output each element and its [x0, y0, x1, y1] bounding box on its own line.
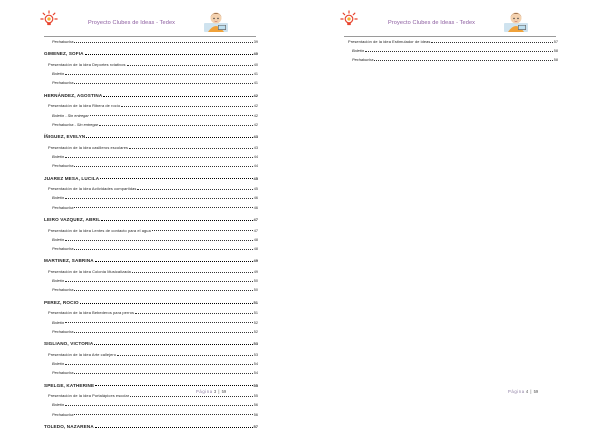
toc-subentry[interactable] [44, 152, 258, 159]
header-title: Proyecto Clubes de Ideas - Tedex [388, 20, 476, 26]
toc-entry-label: TOLEDO, NAZARENA [44, 424, 94, 429]
toc-entry-label: Presentación de la idea Bebederos para perros [48, 310, 135, 316]
toc-entry-page: 42 [253, 92, 258, 98]
dot-leader [74, 373, 252, 374]
toc-entry-page: 54 [253, 362, 258, 366]
toc-entry-page: 43 [253, 134, 258, 140]
toc-entry-label: Pechakucha - Sin entregar [52, 121, 99, 127]
dot-leader [95, 385, 252, 386]
toc-section-entry[interactable] [344, 37, 558, 44]
dot-leader [74, 42, 252, 43]
toc-entry-page: 55 [253, 394, 258, 399]
dot-leader [100, 178, 252, 179]
dot-leader [74, 290, 252, 291]
toc-subentry[interactable] [344, 55, 558, 62]
toc-entry-label: Boletín [352, 48, 365, 54]
toc-entry-label: Pechakucha [52, 328, 74, 334]
toc-entry-label: Presentación de la idea casilleros escolares [48, 144, 129, 150]
toc-entry-label: Boletín [52, 236, 65, 242]
toc-entry-label: SIGLIANO, VICTORIA [44, 341, 94, 347]
dot-leader [90, 115, 253, 116]
toc-subentry[interactable] [44, 78, 258, 85]
dot-leader [103, 96, 252, 97]
dot-leader [74, 166, 252, 167]
toc-entry-label: Boletín [52, 402, 65, 408]
dot-leader [65, 405, 253, 406]
toc-entry-page: 40 [253, 51, 258, 57]
dot-leader [374, 60, 552, 61]
dot-leader [65, 74, 253, 75]
toc-entry-page: 44 [253, 164, 258, 169]
toc-entry-page: 48 [253, 247, 258, 251]
page-header [340, 8, 560, 38]
toc-subentry[interactable] [44, 161, 258, 168]
toc-entry-label: Presentación de la idea Lentes de contacto para el agua [48, 227, 151, 233]
toc-subentry[interactable] [44, 318, 258, 325]
dot-leader [65, 240, 253, 241]
dot-leader [74, 414, 252, 415]
toc-entry-label: Pechakucha [52, 163, 74, 169]
toc-heading-entry[interactable] [44, 422, 258, 429]
lightbulb-icon [40, 10, 58, 28]
toc-heading-entry[interactable] [44, 256, 258, 263]
toc-heading-entry[interactable] [44, 132, 258, 139]
toc-heading-entry[interactable] [44, 49, 258, 56]
dot-leader [65, 157, 253, 158]
toc-subentry[interactable] [44, 285, 258, 292]
toc-entry-label: Boletín [52, 278, 65, 284]
toc-entry-page: 42 [253, 113, 258, 118]
footer-separator: | [218, 389, 220, 394]
footer-page-number: 4 [525, 389, 529, 394]
toc-entry-label: Pechakucha [52, 370, 74, 376]
dot-leader [65, 281, 253, 282]
dot-leader [65, 198, 253, 199]
toc-entry-label: Boletín - Sin entregar [52, 112, 89, 118]
toc-subentry[interactable] [44, 235, 258, 242]
toc-section-entry[interactable] [44, 143, 258, 150]
toc-entry-label: Boletín [52, 361, 65, 366]
toc-entry-label: Pechakucha [52, 80, 74, 86]
toc-entry-page: 43 [253, 145, 258, 150]
toc-entry-label: Boletín [52, 154, 65, 159]
dot-leader [65, 364, 253, 365]
toc-entry-label: HERNÁNDEZ, AGOSTINA [44, 92, 103, 98]
dot-leader [94, 344, 252, 345]
toc-entry-page: 41 [253, 81, 258, 86]
toc-entry-label: MARTINEZ, SABRINA [44, 258, 94, 264]
dot-leader [431, 42, 552, 43]
toc-entry-page: 53 [253, 341, 258, 347]
dot-leader [130, 396, 253, 397]
toc-entry-page: 42 [253, 104, 258, 109]
page-header [40, 8, 260, 38]
footer-page-number: 3 [213, 389, 217, 394]
dot-leader [101, 220, 252, 221]
toc-subentry[interactable] [44, 203, 258, 210]
dot-leader [85, 54, 253, 55]
toc-entry-label: Presentación de la idea Ribera de rocío [48, 103, 121, 109]
toc-entry-page: 39 [253, 40, 258, 44]
toc-entry-label: Pechakucha [52, 287, 74, 293]
footer-page-total: 59 [533, 389, 539, 394]
toc-entry-page: 47 [253, 228, 258, 233]
toc-heading-entry[interactable] [44, 91, 258, 98]
toc-subentry[interactable] [44, 276, 258, 283]
toc-subentry[interactable] [44, 410, 258, 417]
lightbulb-icon [340, 10, 358, 28]
toc-subentry[interactable] [44, 359, 258, 366]
toc-entry-label: Boletín [52, 195, 65, 201]
toc-entry-page: 44 [253, 155, 258, 159]
toc-entry-label: Pechakucha [52, 246, 74, 251]
toc-entry-page: 57 [253, 424, 258, 429]
footer-word: Página [196, 389, 213, 394]
dot-leader [117, 355, 253, 356]
toc-entry-page: 48 [253, 237, 258, 242]
toc-subentry[interactable] [44, 400, 258, 407]
toc-entry-page: 52 [253, 320, 258, 325]
toc-entry-label: Presentación de la idea Portalápices escolar [48, 393, 130, 399]
toc-heading-entry[interactable] [44, 381, 258, 388]
dot-leader [127, 65, 253, 66]
toc-entry-page: 51 [253, 299, 258, 305]
toc-entry-page: 45 [253, 187, 258, 192]
toc-entry-page: 49 [253, 270, 258, 274]
toc-entry-label: Presentación de la idea Actividades compartidas [48, 186, 137, 192]
toc-subentry[interactable] [44, 327, 258, 334]
dot-leader [74, 207, 252, 208]
toc-entry-label: Presentación de la idea Deportes rotativos [48, 62, 126, 67]
toc-subentry[interactable] [44, 69, 258, 76]
toc-entry-page: 41 [253, 72, 258, 77]
toc-entry-label: Boletín [52, 319, 65, 325]
student-avatar-icon [203, 8, 229, 34]
dot-leader [74, 249, 252, 250]
footer-word: Página [508, 389, 525, 394]
toc-entry-page: 46 [253, 205, 258, 210]
page-4 [300, 0, 600, 424]
footer-page-total: 59 [221, 389, 227, 394]
toc-entry-label: Presentación de la idea Arte callejero [48, 351, 117, 357]
toc-entry-page: 54 [253, 371, 258, 376]
student-avatar-icon [503, 8, 529, 34]
toc-entry-page: 49 [253, 258, 258, 264]
toc-entry-page: 52 [253, 329, 258, 334]
toc-entry-label: JUAREZ MESA, LUCILA [44, 175, 100, 181]
footer-separator: | [530, 389, 532, 394]
toc-section-entry[interactable] [44, 267, 258, 274]
toc-entry-label: Presentación de la idea Colonia Musicalizada [48, 269, 131, 274]
toc-entry-label: Pechakucha [52, 411, 74, 417]
dot-leader [132, 272, 253, 273]
toc-entry-page: 57 [553, 40, 558, 44]
toc-entry-label: Boletín [52, 71, 65, 77]
toc-entry-label: Pechakucha [52, 39, 74, 44]
toc-entry-label: SPELGE, KATHERINE [44, 382, 95, 388]
toc-entry-page: 46 [253, 196, 258, 201]
toc-entry-page: 56 [253, 412, 258, 417]
toc-section-entry[interactable] [44, 308, 258, 315]
toc-subentry[interactable] [44, 193, 258, 200]
toc-entry-page: 56 [253, 403, 258, 408]
toc-section-entry[interactable] [44, 184, 258, 191]
toc-entry-page: 55 [253, 382, 258, 388]
dot-leader [65, 322, 253, 323]
header-title: Proyecto Clubes de Ideas - Tedex [88, 20, 176, 26]
toc-entry-label: ÍÑIGUEZ, EVELYN [44, 134, 86, 140]
toc-entry-page: 53 [253, 352, 258, 357]
dot-leader [74, 83, 252, 84]
toc-heading-entry[interactable] [44, 174, 258, 181]
toc-entry-page: 58 [553, 58, 558, 63]
toc-entry-page: 47 [253, 217, 258, 222]
dot-leader [80, 303, 253, 304]
toc-subentry[interactable] [44, 368, 258, 375]
toc-entry-page: 58 [553, 49, 558, 54]
toc-section-entry[interactable] [44, 60, 258, 67]
dot-leader [152, 230, 253, 231]
dot-leader [95, 261, 253, 262]
toc-entry-page: 42 [253, 122, 258, 127]
page-footer [508, 389, 538, 394]
dot-leader [95, 427, 253, 428]
toc-entry-label: PEREZ, ROCIO [44, 299, 79, 305]
toc-subentry[interactable] [44, 120, 258, 127]
dot-leader [137, 189, 252, 190]
dot-leader [365, 51, 553, 52]
toc-heading-entry[interactable] [44, 298, 258, 305]
toc-entry-label: GIMENEZ, SOFIA [44, 51, 84, 57]
dot-leader [135, 313, 253, 314]
toc-section-entry[interactable] [44, 226, 258, 233]
dot-leader [74, 332, 252, 333]
toc-entry-label: LEIRO VAZQUEZ, ABRIL [44, 217, 101, 222]
toc-heading-entry[interactable] [44, 339, 258, 346]
toc-heading-entry[interactable] [44, 215, 258, 222]
toc-subentry[interactable] [44, 244, 258, 251]
toc-entry-page: 50 [253, 279, 258, 284]
toc-subentry[interactable] [44, 37, 258, 44]
toc-entry-page: 51 [253, 311, 258, 316]
toc-entry-label: Pechakucha [352, 57, 374, 63]
dot-leader [121, 106, 253, 107]
dot-leader [99, 125, 253, 126]
toc-section-entry[interactable] [44, 350, 258, 357]
toc-entry-page: 40 [253, 63, 258, 67]
toc-entry-page: 45 [253, 175, 258, 181]
dot-leader [129, 148, 253, 149]
toc-entry-label: Presentación de la idea Estimulador de ideas [348, 39, 431, 44]
toc-subentry[interactable] [344, 46, 558, 53]
toc-entry-page: 50 [253, 288, 258, 293]
toc-section-entry[interactable] [44, 101, 258, 108]
dot-leader [86, 137, 252, 138]
toc-entry-label: Pechakucha [52, 204, 74, 210]
page-footer [196, 389, 226, 394]
toc-subentry[interactable] [44, 111, 258, 118]
